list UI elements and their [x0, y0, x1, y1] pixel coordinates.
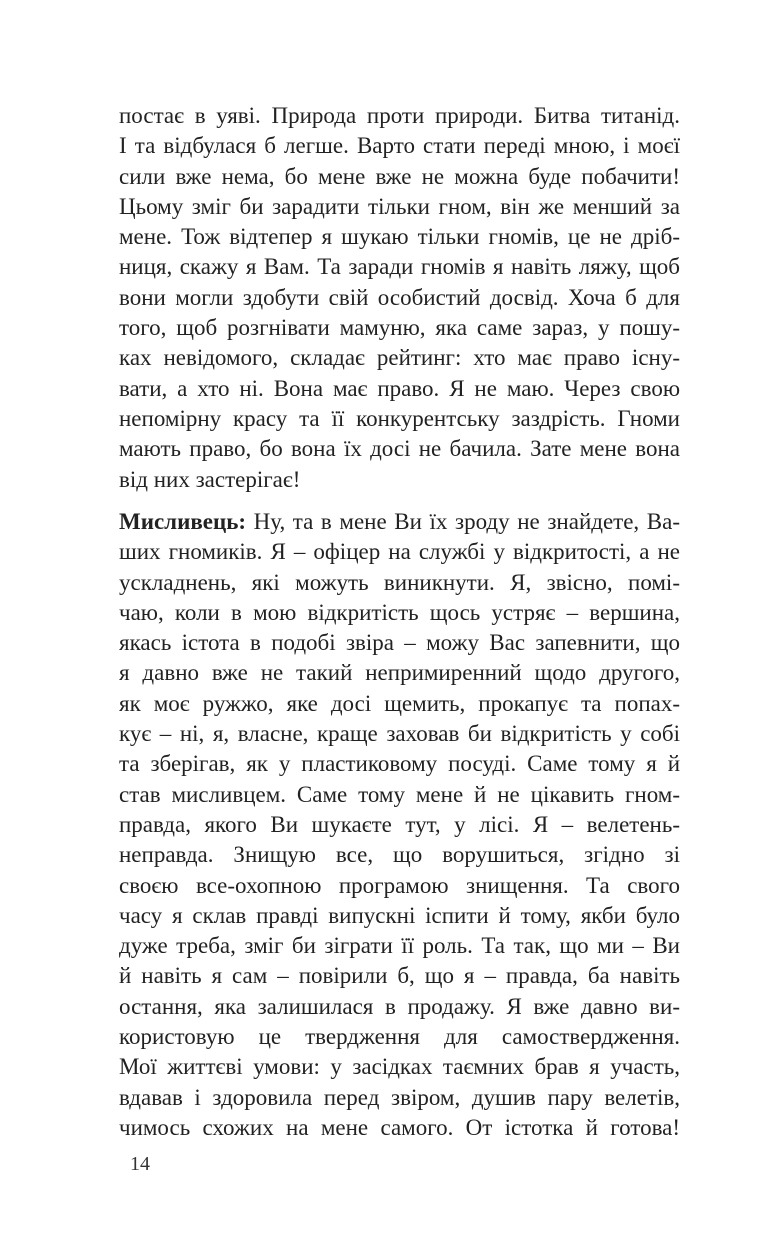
text-line: та зберігав, як у пластиковому посуді. Саме тому я й	[119, 751, 680, 777]
text-line: правда, якого Ви шукаєте тут, у лісі. Я – велетень-	[119, 811, 680, 837]
text-line: своєю все-охопною програмою знищення. Та свого	[119, 872, 680, 898]
text-line: чаю, коли в мою відкритість щось устряє – вершина,	[119, 599, 680, 625]
text-line: дуже треба, зміг би зіграти її роль. Та так, що ми – Ви	[119, 933, 680, 959]
text-line: користовую це твердження для самоствердження.	[119, 1024, 680, 1050]
text-line: Мої життєві умови: у засідках таємних брав я участь,	[119, 1054, 680, 1080]
text-line: того, щоб розгнівати мамуню, яка саме зараз, у пошу-	[119, 315, 680, 341]
text-line: часу я склав правді випускні іспити й тому, якби було	[119, 902, 680, 928]
text-line: остання, яка залишилася в продажу. Я вже давно ви-	[119, 993, 680, 1019]
text-line: вони могли здобути свій особистий досвід. Хоча б для	[119, 284, 680, 310]
text-line: непомірну красу та її конкурентську заздрість. Гноми	[119, 405, 680, 431]
text-line: неправда. Знищую все, що ворушиться, згідно зі	[119, 842, 680, 868]
text-line: Цьому зміг би зарадити тільки гном, він же менший за	[119, 193, 680, 219]
speech-first-line-text: Ну, та в мене Ви їх зроду не знайдете, Ва-	[246, 509, 680, 534]
text-line: якась істота в подобі звіра – можу Вас запевнити, що	[119, 630, 680, 656]
speaker-name: Мисливець:	[119, 509, 247, 534]
text-line: вати, а хто ні. Вона має право. Я не маю. Через свою	[119, 375, 680, 401]
text-line: я давно вже не такий непримиренний щодо другого,	[119, 660, 680, 686]
text-line: мене. Тож відтепер я шукаю тільки гномів, це не дріб-	[119, 224, 680, 250]
text-line: як моє ружжо, яке досі щемить, прокапує та попах-	[119, 690, 680, 716]
text-line: кує – ні, я, власне, краще заховав би відкритість у собі	[119, 721, 680, 747]
text-line: ших гномиків. Я – офіцер на службі у відкритості, а не	[119, 539, 680, 565]
speech-first-line	[119, 507, 680, 537]
text-line: від них застерігає!	[119, 466, 301, 492]
text-line: сили вже нема, бо мене вже не можна буде побачити!	[119, 163, 680, 189]
text-line: вдавав і здоровила перед звіром, душив пару велетів,	[119, 1084, 680, 1110]
hunter-speech	[119, 507, 680, 1143]
text-line: ках невідомого, складає рейтинг: хто має право існу-	[119, 345, 680, 371]
text-line: мають право, бо вона їх досі не бачила. Зате мене вона	[119, 436, 680, 462]
text-line: ускладнень, які можуть виникнути. Я, звісно, помі-	[119, 569, 680, 595]
text-line: постає в уяві. Природа проти природи. Битва титанід.	[119, 103, 680, 128]
text-line: І та відбулася б легше. Варто стати переді мною, і моєї	[119, 133, 680, 159]
text-line: чимось схожих на мене самого. От істотка й готова!	[119, 1114, 680, 1140]
text-line: й навіть я сам – повірили б, що я – правда, ба навіть	[119, 963, 680, 989]
paragraph-continued	[119, 101, 680, 495]
text-line: став мисливцем. Саме тому мене й не цікавить гном-	[119, 781, 680, 807]
page-number: 14	[130, 1153, 150, 1175]
text-line: ниця, скажу я Вам. Та заради гномів я навіть ляжу, щоб	[119, 254, 680, 280]
